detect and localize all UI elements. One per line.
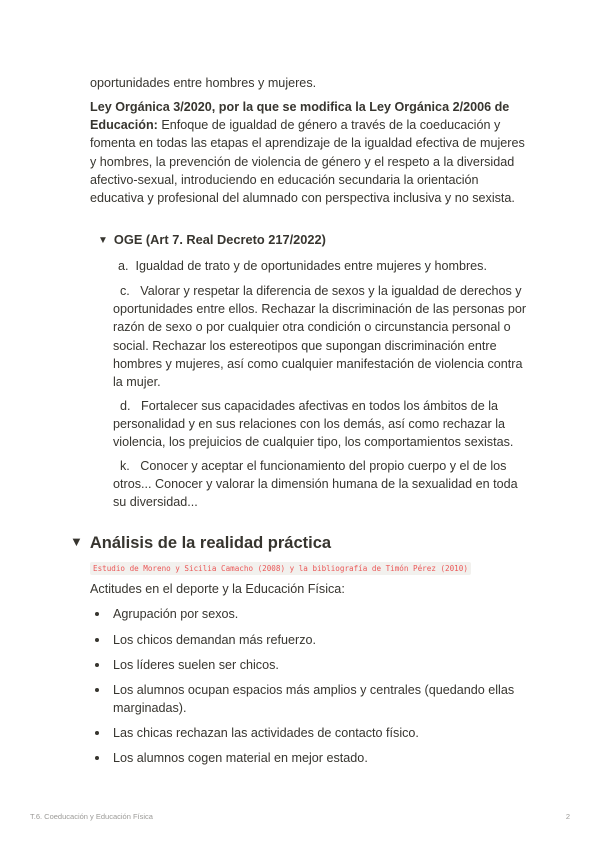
oge-item-k	[113, 457, 533, 512]
bullet-icon	[95, 638, 99, 642]
bullet-item: Agrupación por sexos.	[95, 605, 535, 623]
intro-tail-paragraph: oportunidades entre hombres y mujeres.	[90, 76, 317, 90]
analisis-toggle-heading[interactable]	[70, 534, 331, 553]
toggle-triangle-icon[interactable]: ▼	[70, 534, 83, 549]
oge-item-c	[113, 282, 533, 391]
oge-item-d	[113, 397, 533, 452]
bullet-item: Los chicos demandan más refuerzo.	[95, 631, 535, 649]
ley-paragraph	[90, 98, 530, 207]
bullet-icon	[95, 663, 99, 667]
bullet-item: Los alumnos ocupan espacios más amplios y centrales (quedando ellas marginadas).	[95, 681, 535, 717]
item-marker: c.	[120, 284, 130, 298]
bullet-item: Las chicas rechazan las actividades de contacto físico.	[95, 724, 535, 742]
item-text: Valorar y respetar la diferencia de sexos y la igualdad de derechos y oportunidades entre ellos. Rechazar la discriminación de las personas por razón de sexo o por cualquier otra condición o circunstancia personal o social. Rechazar los estereotipos que supongan discriminación entre hombres y mujeres, así como cualquier manifestación de violencia contra la mujer.	[113, 284, 527, 390]
bullet-icon	[95, 688, 99, 692]
page-number: 2	[565, 812, 570, 821]
bullet-icon	[95, 612, 99, 616]
item-marker: k.	[120, 459, 130, 473]
oge-toggle[interactable]	[98, 232, 326, 247]
item-text: Igualdad de trato y de oportunidades entre mujeres y hombres.	[135, 259, 487, 273]
bullet-icon	[95, 756, 99, 760]
item-text: Conocer y aceptar el funcionamiento del propio cuerpo y el de los otros... Conocer y valorar la dimensión humana de la sexualidad en toda su diversidad...	[113, 459, 518, 510]
source-inline-code: Estudio de Moreno y Sicilia Camacho (2008) y la bibliografía de Timón Pérez (2010)	[90, 562, 471, 575]
item-marker: a.	[118, 259, 129, 273]
item-marker: d.	[120, 399, 131, 413]
toggle-triangle-icon[interactable]: ▼	[98, 235, 108, 246]
bullet-icon	[95, 731, 99, 735]
bullet-item: Los líderes suelen ser chicos.	[95, 656, 535, 674]
ley-title: Ley Orgánica 3/2020, por la que se modifica la Ley Orgánica 2/2006 de Educación:	[90, 100, 510, 133]
bullet-item: Los alumnos cogen material en mejor estado.	[95, 749, 535, 767]
analisis-lead: Actitudes en el deporte y la Educación Física:	[90, 582, 345, 596]
item-text: Fortalecer sus capacidades afectivas en todos los ámbitos de la personalidad y en sus relaciones con los demás, así como rechazar la violencia, los prejuicios de cualquier tipo, los comportamientos sexistas.	[113, 399, 514, 450]
oge-title: OGE (Art 7. Real Decreto 217/2022)	[113, 232, 326, 247]
footer-title: T.6. Coeducación y Educación Física	[30, 812, 153, 821]
analisis-heading-text: Análisis de la realidad práctica	[89, 534, 332, 552]
ley-body: Enfoque de igualdad de género a través de la coeducación y fomenta en todas las etapas el aprendizaje de la igualdad efectiva de mujeres y hombres, la prevención de violencia de género y el respeto a la diversidad afectivo-sexual, introduciendo en educación secundaria la orientación educativa y profesional del alumnado con perspectiva inclusiva y no sexista.	[90, 118, 525, 206]
oge-item-a	[118, 257, 538, 275]
